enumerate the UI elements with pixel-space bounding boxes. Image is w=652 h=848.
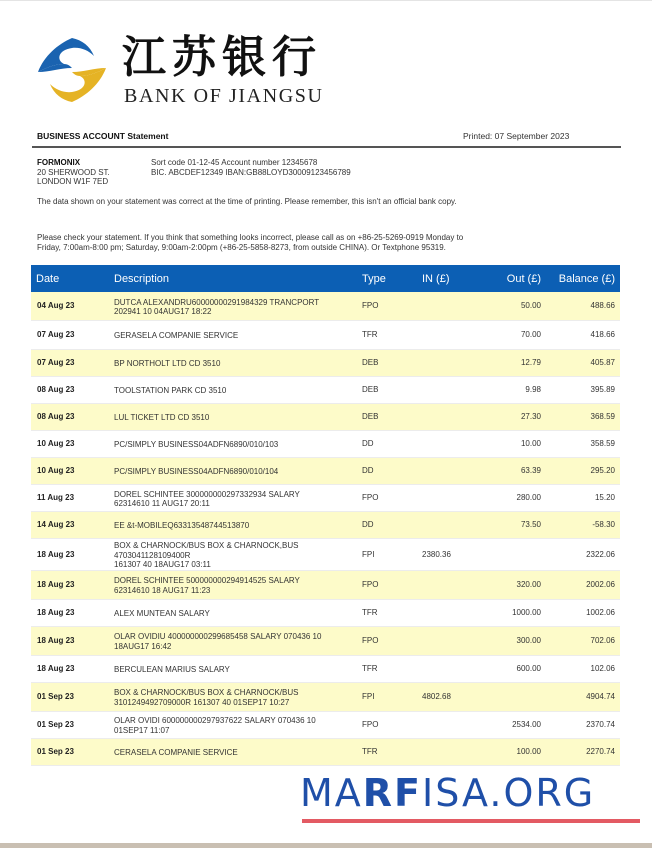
description-line-2: 62314610 11 AUG17 20:11 (114, 499, 210, 508)
cell-in (417, 626, 471, 655)
cell-description (109, 512, 357, 539)
description-line-1: DUTCA ALEXANDRU60000000291984329 TRANCPORT (114, 297, 320, 307)
cell-balance: 15.20 (546, 485, 620, 512)
account-details (151, 158, 351, 177)
cell-in: 2380.36 (417, 539, 471, 571)
cell-in (417, 404, 471, 431)
cell-date: 01 Sep 23 (31, 682, 109, 711)
cell-out: 50.00 (471, 292, 546, 321)
table-row (31, 512, 620, 539)
cell-type: DD (357, 431, 417, 458)
description-line-1: PC/SIMPLY BUSINESS04ADFN6890/010/104 (114, 467, 279, 477)
cell-type: FPI (357, 539, 417, 571)
cell-balance: 102.06 (546, 655, 620, 682)
table-row (31, 655, 620, 682)
cell-type: FPI (357, 682, 417, 711)
cell-date: 07 Aug 23 (31, 321, 109, 350)
cell-out: 1000.00 (471, 599, 546, 626)
cell-out: 300.00 (471, 626, 546, 655)
cell-description (109, 292, 357, 321)
bank-of-jiangsu-logo-icon (36, 34, 108, 106)
table-row (31, 485, 620, 512)
address-line-2: LONDON W1F 7ED (37, 177, 109, 186)
description-line-2: 18AUG17 16:42 (114, 641, 172, 651)
cell-date: 10 Aug 23 (31, 431, 109, 458)
cell-balance: 295.20 (546, 458, 620, 485)
cell-in (417, 377, 471, 404)
description-line-1: ALEX MUNTEAN SALARY (114, 608, 210, 618)
cell-date: 04 Aug 23 (31, 292, 109, 321)
description-line-1: OLAR OVIDIU 400000000299685458 SALARY 070436 10 (114, 632, 322, 641)
cell-type: TFR (357, 321, 417, 350)
cell-out (471, 539, 546, 571)
cell-balance: 2322.06 (546, 539, 620, 571)
cell-out: 280.00 (471, 485, 546, 512)
cell-date: 10 Aug 23 (31, 458, 109, 485)
cell-balance: 702.06 (546, 626, 620, 655)
watermark-logo (300, 770, 640, 824)
cell-description (109, 485, 357, 512)
cell-balance: 2270.74 (546, 738, 620, 765)
cell-date: 01 Sep 23 (31, 738, 109, 765)
cell-balance: 488.66 (546, 292, 620, 321)
cell-description (109, 682, 357, 711)
cell-description (109, 321, 357, 350)
description-line-1: BOX & CHARNOCK/BUS BOX & CHARNOCK/BUS (114, 688, 299, 697)
cell-description (109, 711, 357, 738)
cell-in (417, 599, 471, 626)
cell-out: 10.00 (471, 431, 546, 458)
cell-in (417, 570, 471, 599)
sort-code-account-number: Sort code 01-12-45 Account number 12345678 (151, 158, 318, 167)
cell-balance: 358.59 (546, 431, 620, 458)
customer-name: FORMONIX (37, 158, 81, 167)
table-row (31, 682, 620, 711)
cell-out: 320.00 (471, 570, 546, 599)
description-line-1: PC/SIMPLY BUSINESS04ADFN6890/010/103 (114, 440, 279, 450)
table-row (31, 377, 620, 404)
description-line-2: 202941 10 04AUG17 18:22 (114, 307, 212, 316)
cell-balance: 395.89 (546, 377, 620, 404)
cell-description (109, 539, 357, 571)
watermark-underline (302, 819, 640, 823)
cell-out: 2534.00 (471, 711, 546, 738)
statement-title-rest: Statement (125, 131, 169, 141)
cell-date: 18 Aug 23 (31, 539, 109, 571)
cell-in (417, 321, 471, 350)
table-row (31, 539, 620, 571)
cell-description (109, 599, 357, 626)
cell-out: 70.00 (471, 321, 546, 350)
cell-type: TFR (357, 655, 417, 682)
cell-description (109, 458, 357, 485)
cell-type: FPO (357, 626, 417, 655)
watermark-text-part1: MA (300, 771, 363, 815)
column-header-balance: Balance (£) (546, 265, 620, 292)
table-row (31, 458, 620, 485)
header-divider (32, 146, 621, 148)
cell-date: 18 Aug 23 (31, 626, 109, 655)
cell-out: 600.00 (471, 655, 546, 682)
table-row (31, 738, 620, 765)
cell-date: 18 Aug 23 (31, 599, 109, 626)
cell-balance: 405.87 (546, 350, 620, 377)
bottom-border (0, 843, 652, 848)
cell-date: 08 Aug 23 (31, 404, 109, 431)
cell-in (417, 350, 471, 377)
cell-in (417, 458, 471, 485)
cell-type: DEB (357, 350, 417, 377)
cell-date: 07 Aug 23 (31, 350, 109, 377)
cell-type: DD (357, 458, 417, 485)
cell-date: 01 Sep 23 (31, 711, 109, 738)
column-header-description: Description (109, 265, 357, 292)
cell-description (109, 404, 357, 431)
cell-date: 18 Aug 23 (31, 570, 109, 599)
table-row (31, 599, 620, 626)
cell-type: DD (357, 512, 417, 539)
description-line-1: DOREL SCHINTEE 300000000297332934 SALARY (114, 489, 300, 499)
cell-date: 11 Aug 23 (31, 485, 109, 512)
description-line-1: EE &t-MOBILEQ63313548744513870 (114, 521, 250, 531)
address-line-1: 20 SHERWOOD ST. (37, 167, 110, 177)
cell-in (417, 711, 471, 738)
description-line-1: GERASELA COMPANIE SERVICE (114, 331, 239, 341)
description-line-1: DOREL SCHINTEE 500000000294914525 SALARY (114, 576, 300, 585)
contact-note: Please check your statement. If you think that something looks incorrect, please call as on +86-25-5269-0919 Monday to Friday, 7:00am-8:00 pm; Saturday, 9:00am-2:00pm (+86-25-5858-8273, from outside CHINA). Or Textphone 95319. (37, 233, 464, 252)
accuracy-note: The data shown on your statement was correct at the time of printing. Please remember, this isn't an official bank copy. (37, 197, 457, 206)
description-line-2: 3101249492709000R 161307 40 01SEP17 10:27 (114, 697, 290, 707)
cell-out: 12.79 (471, 350, 546, 377)
cell-balance: -58.30 (546, 512, 620, 539)
description-line-2: 161307 40 18AUG17 03:11 (114, 560, 211, 569)
cell-out: 9.98 (471, 377, 546, 404)
table-row (31, 431, 620, 458)
cell-type: TFR (357, 599, 417, 626)
table-row (31, 292, 620, 321)
statement-title (37, 131, 168, 141)
cell-description (109, 655, 357, 682)
cell-type: FPO (357, 292, 417, 321)
cell-type: FPO (357, 485, 417, 512)
cell-type: TFR (357, 738, 417, 765)
cell-type: FPO (357, 570, 417, 599)
cell-balance: 2002.06 (546, 570, 620, 599)
cell-date: 18 Aug 23 (31, 655, 109, 682)
cell-in (417, 485, 471, 512)
cell-type: DEB (357, 404, 417, 431)
description-line-1: BOX & CHARNOCK/BUS BOX & CHARNOCK,BUS 4703041128109400R (114, 541, 299, 560)
cell-description (109, 431, 357, 458)
table-row (31, 570, 620, 599)
cell-out (471, 682, 546, 711)
bank-logo (36, 30, 326, 110)
table-header-row (31, 265, 620, 292)
description-line-1: TOOLSTATION PARK CD 3510 (114, 386, 227, 396)
watermark-text-part2: RF (362, 771, 422, 815)
description-line-1: LUL TICKET LTD CD 3510 (114, 413, 210, 423)
bank-name-english: BANK OF JIANGSU (124, 85, 324, 107)
cell-description (109, 350, 357, 377)
cell-out: 100.00 (471, 738, 546, 765)
transactions-table (31, 265, 620, 766)
description-line-1: BERCULEAN MARIUS SALARY (114, 664, 230, 674)
cell-balance: 1002.06 (546, 599, 620, 626)
cell-in (417, 292, 471, 321)
column-header-in: IN (£) (417, 265, 471, 292)
cell-balance: 4904.74 (546, 682, 620, 711)
cell-description (109, 377, 357, 404)
top-border (0, 0, 652, 1)
description-line-2: 01SEP17 11:07 (114, 725, 170, 735)
table-row (31, 626, 620, 655)
cell-in (417, 512, 471, 539)
description-line-1: BP NORTHOLT LTD CD 3510 (114, 359, 221, 369)
cell-in (417, 431, 471, 458)
cell-out: 27.30 (471, 404, 546, 431)
cell-in (417, 655, 471, 682)
watermark-text-part3: ISA.ORG (422, 771, 596, 815)
cell-balance: 418.66 (546, 321, 620, 350)
cell-type: FPO (357, 711, 417, 738)
cell-description (109, 738, 357, 765)
customer-address (37, 158, 110, 187)
table-row (31, 404, 620, 431)
cell-balance: 2370.74 (546, 711, 620, 738)
cell-description (109, 626, 357, 655)
cell-date: 08 Aug 23 (31, 377, 109, 404)
cell-out: 73.50 (471, 512, 546, 539)
description-line-1: OLAR OVIDI 600000000297937622 SALARY 070436 10 (114, 716, 316, 725)
cell-date: 14 Aug 23 (31, 512, 109, 539)
cell-balance: 368.59 (546, 404, 620, 431)
bic-iban: BIC. ABCDEF12349 IBAN:GB88LOYD30009123456789 (151, 167, 351, 177)
cell-out: 63.39 (471, 458, 546, 485)
cell-description (109, 570, 357, 599)
column-header-type: Type (357, 265, 417, 292)
cell-type: DEB (357, 377, 417, 404)
table-row (31, 711, 620, 738)
description-line-1: CERASELA COMPANIE SERVICE (114, 747, 238, 757)
statement-title-bold: BUSINESS ACCOUNT (37, 131, 125, 141)
description-line-2: 62314610 18 AUG17 11:23 (114, 585, 211, 595)
bank-name-chinese: 江苏银行 (122, 32, 322, 83)
cell-in (417, 738, 471, 765)
cell-in: 4802.68 (417, 682, 471, 711)
table-row (31, 321, 620, 350)
printed-date: Printed: 07 September 2023 (463, 131, 570, 141)
column-header-out: Out (£) (471, 265, 546, 292)
watermark-text (300, 770, 595, 816)
column-header-date: Date (31, 265, 109, 292)
table-row (31, 350, 620, 377)
